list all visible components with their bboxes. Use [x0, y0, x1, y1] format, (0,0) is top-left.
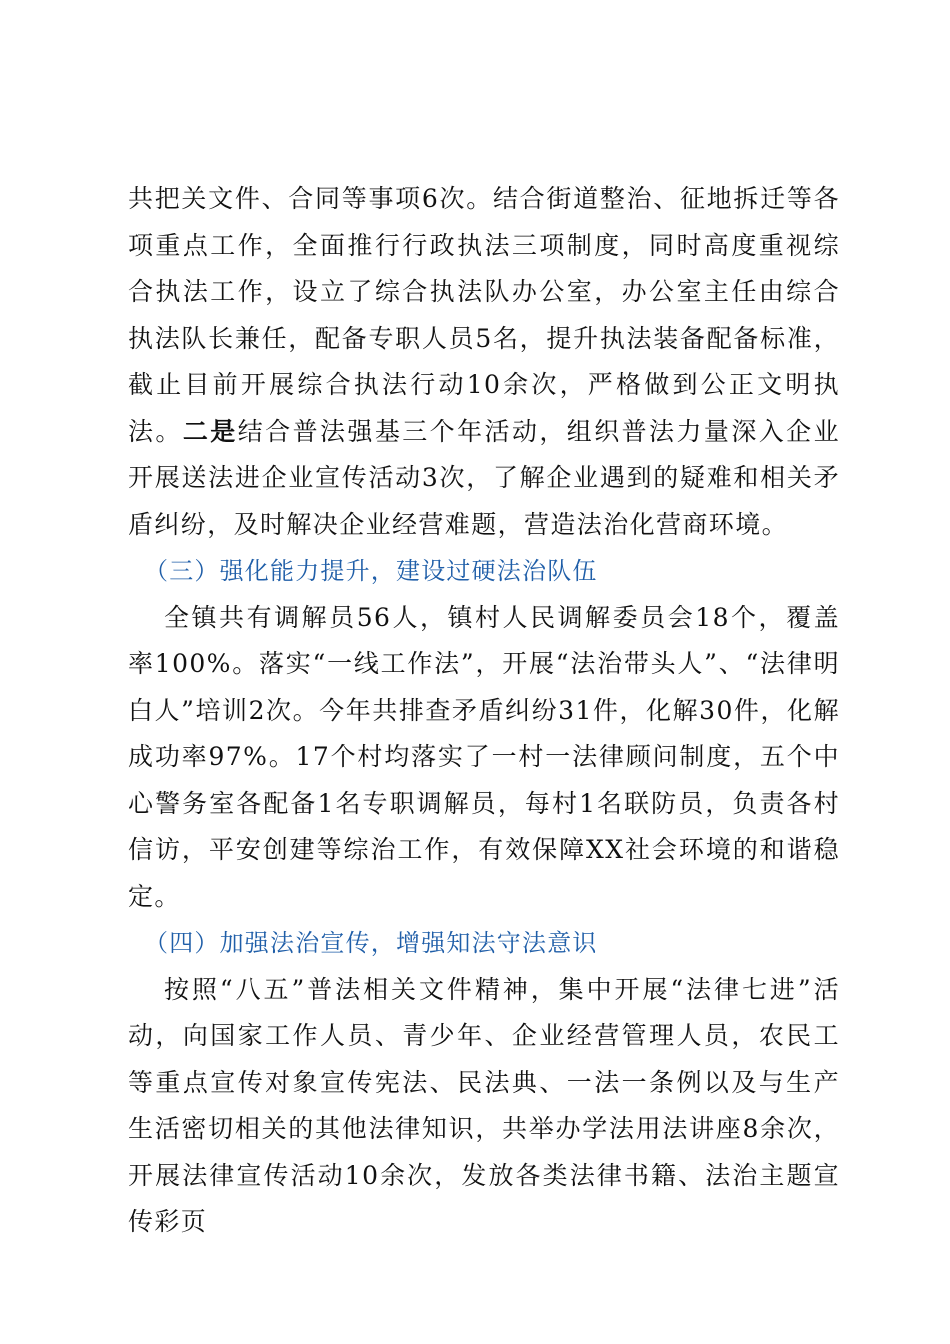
emphasis-lead: 二是 [182, 416, 238, 446]
document-body [128, 176, 840, 1246]
section-heading: （四）加强法治宣传，增强知法守法意识 [144, 929, 598, 957]
paragraph-text: 结合普法强基三个年活动，组织普法力量深入企业开展送法进企业宣传活动3次，了解企业遇到的疑难和相关矛盾纠纷，及时解决企业经营难题，营造法治化营商环境。 [128, 416, 840, 539]
section-heading: （三）强化能力提升，建设过硬法治队伍 [144, 557, 598, 585]
body-paragraph: 按照“八五”普法相关文件精神，集中开展“法律七进”活动，向国家工作人员、青少年、企业经营管理人员，农民工等重点宣传对象宣传宪法、民法典、一法一条例以及与生产生活密切相关的其他法律知识，共举办学法用法讲座8余次，开展法律宣传活动10余次，发放各类法律书籍、法治主题宣传彩页 [128, 974, 840, 1236]
paragraph-text: 共把关文件、合同等事项6次。结合街道整治、征地拆迁等各项重点工作，全面推行行政执法三项制度，同时高度重视综合执法工作，设立了综合执法队办公室，办公室主任由综合执法队长兼任，配备专职人员5名，提升执法装备配备标准，截止目前开展综合执法行动10余次，严格做到公正文明执法。 [128, 184, 840, 446]
body-paragraph: 全镇共有调解员56人，镇村人民调解委员会18个，覆盖率100%。落实“一线工作法”，开展“法治带头人”、“法律明白人”培训2次。今年共排查矛盾纠纷31件，化解30件，化解成功率97%。17个村均落实了一村一法律顾问制度，五个中心警务室各配备1名专职调解员，每村1名联防员，负责各村信访，平安创建等综治工作，有效保障XX社会环境的和谐稳定。 [128, 602, 840, 911]
body-paragraph [128, 176, 840, 548]
